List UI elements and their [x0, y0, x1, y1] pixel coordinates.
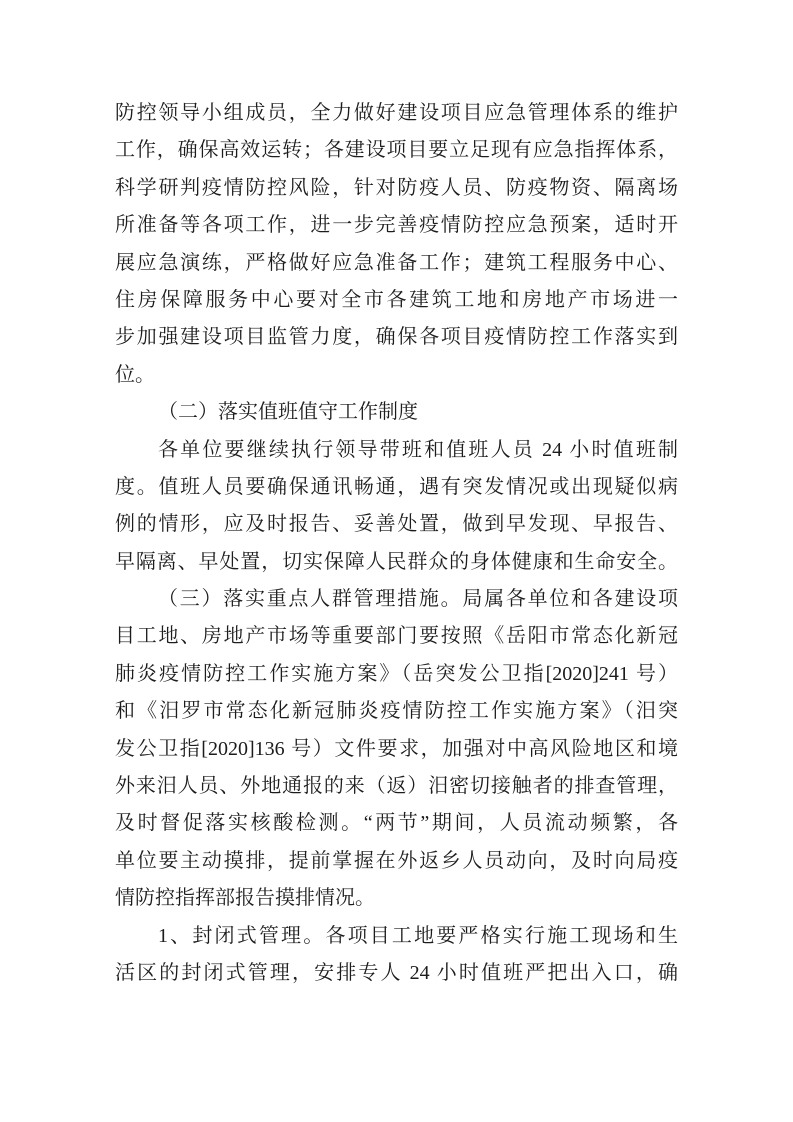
text-line: 工作，确保高效运转；各建设项目要立足现有应急指挥体系， [115, 139, 678, 162]
text-line: 所准备等各项工作，进一步完善疫情防控应急预案，适时开 [115, 214, 678, 237]
text-line: 步加强建设项目监管力度，确保各项目疫情防控工作落实到 [115, 326, 678, 349]
text-line: 例的情形，应及时报告、妥善处置，做到早发现、早报告、 [115, 513, 678, 536]
text-line: 外来汨人员、外地通报的来（返）汨密切接触者的排查管理， [115, 775, 678, 798]
text-line: 度。值班人员要确保通讯畅通，遇有突发情况或出现疑似病 [115, 475, 678, 498]
text-line: 位。 [115, 363, 155, 386]
text-line: 单位要主动摸排，提前掌握在外返乡人员动向，及时向局疫 [115, 849, 678, 872]
paragraph-duty-system [115, 432, 678, 582]
text-line: 住房保障服务中心要对全市各建筑工地和房地产市场进一 [115, 288, 678, 311]
text-line: 科学研判疫情防控风险，针对防疫人员、防疫物资、隔离场 [115, 176, 678, 199]
section-heading-2 [115, 394, 678, 431]
text-line: 展应急演练，严格做好应急准备工作；建筑工程服务中心、 [115, 251, 678, 274]
text-line: 早隔离、早处置，切实保障人民群众的身体健康和生命安全。 [115, 550, 678, 573]
text-line: 发公卫指[2020]136 号）文件要求，加强对中高风险地区和境 [115, 737, 678, 760]
text-line: 情防控指挥部报告摸排情况。 [115, 887, 375, 910]
text-line: 活区的封闭式管理，安排专人 24 小时值班严把出入口，确 [115, 961, 678, 984]
text-line: （三）落实重点人群管理措施。局属各单位和各建设项 [158, 588, 678, 611]
text-line: 目工地、房地产市场等重要部门要按照《岳阳市常态化新冠 [115, 625, 678, 648]
heading-line: （二）落实值班值守工作制度 [158, 401, 418, 424]
paragraph-key-groups [115, 581, 678, 918]
text-line: 1、封闭式管理。各项目工地要严格实行施工现场和生 [158, 924, 678, 947]
paragraph-closed-management [115, 918, 678, 993]
text-line: 和《汨罗市常态化新冠肺炎疫情防控工作实施方案》（汨突 [115, 700, 678, 723]
text-line: 及时督促落实核酸检测。“两节”期间，人员流动频繁，各 [115, 812, 678, 835]
paragraph-continuation [115, 95, 678, 394]
text-line: 肺炎疫情防控工作实施方案》（岳突发公卫指[2020]241 号） [115, 662, 678, 685]
text-line: 防控领导小组成员，全力做好建设项目应急管理体系的维护 [115, 102, 678, 124]
text-line: 各单位要继续执行领导带班和值班人员 24 小时值班制 [158, 438, 678, 461]
